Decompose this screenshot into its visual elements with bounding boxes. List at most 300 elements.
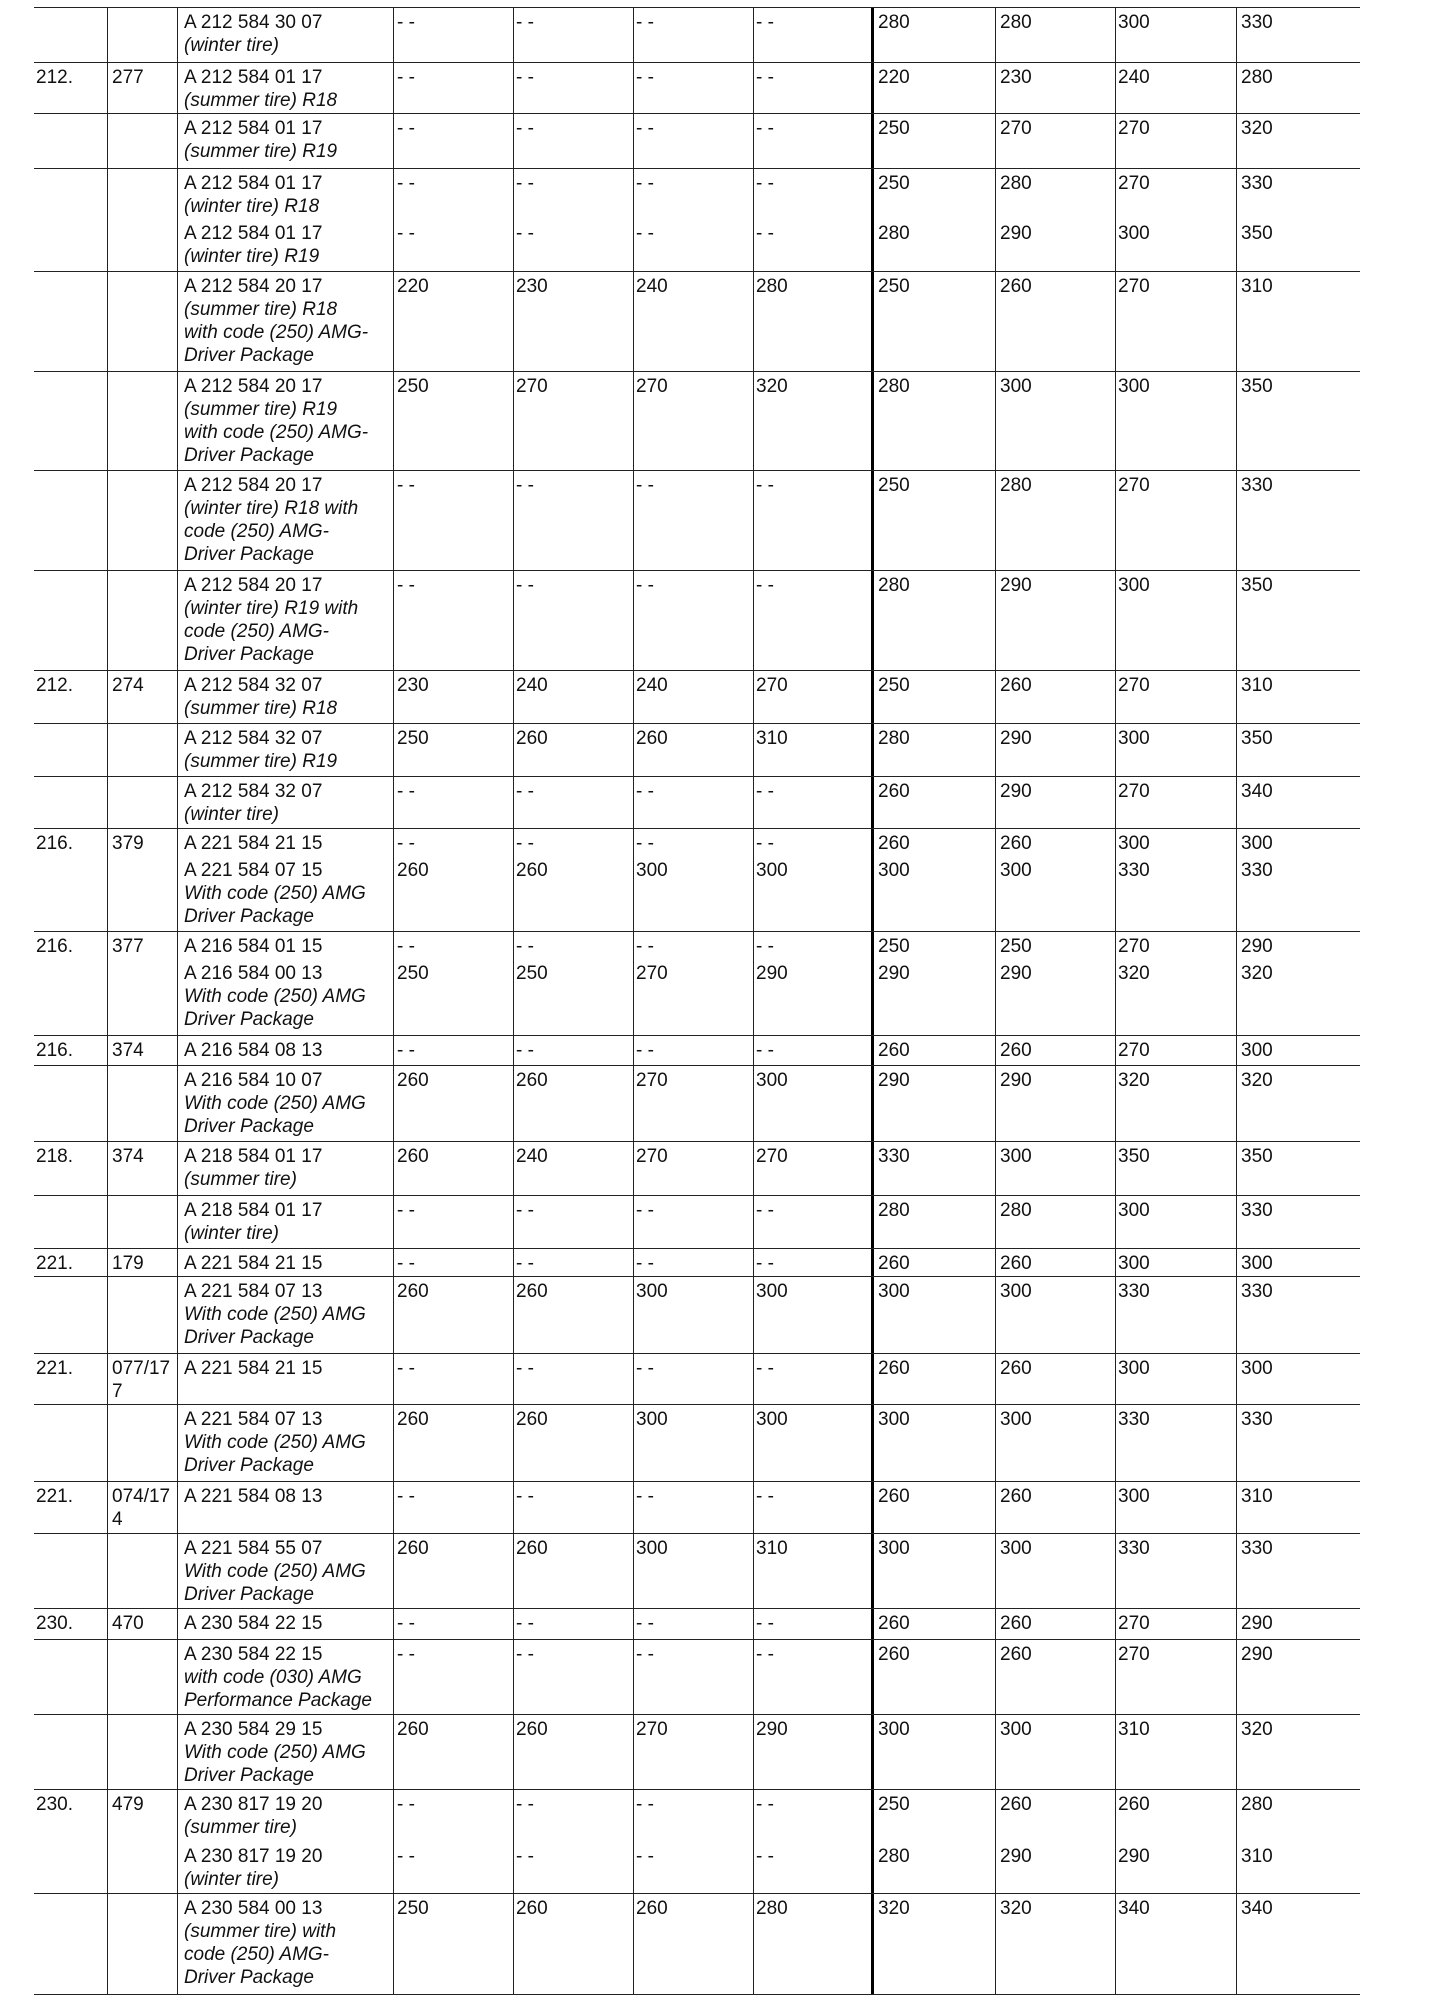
part-number-cell (184, 935, 322, 958)
pressure-value-cell-line: 300 (878, 1281, 910, 1302)
pressure-value-cell-line: 260 (878, 1040, 910, 1061)
pressure-value-cell-line: - - (756, 1644, 774, 1665)
pressure-value-cell-line: 320 (878, 1898, 910, 1919)
series-cell-line: 212. (36, 675, 73, 696)
part-number-cell-line: (summer tire) R18 (184, 299, 338, 320)
pressure-value-cell-line: 280 (1000, 1200, 1032, 1221)
pressure-value-cell-line: - - (397, 173, 415, 194)
model-cell (112, 1612, 144, 1635)
series-cell (36, 1485, 73, 1508)
pressure-value-cell (397, 574, 415, 597)
part-number-cell-line: (winter tire) (184, 804, 280, 825)
pressure-value-cell-line: 270 (1118, 781, 1150, 802)
pressure-value-cell-line: 260 (1000, 1794, 1032, 1815)
pressure-value-cell (1241, 11, 1273, 34)
pressure-value-cell (1118, 1280, 1150, 1303)
pressure-value-cell (516, 1145, 548, 1168)
pressure-value-cell (397, 962, 429, 985)
part-number-cell (184, 172, 322, 218)
pressure-value-cell-line: 300 (1118, 223, 1150, 244)
pressure-value-cell (756, 222, 774, 245)
pressure-value-cell-line: 300 (756, 1409, 788, 1430)
pressure-value-cell-line: - - (516, 1358, 534, 1379)
pressure-value-cell-line: 330 (1241, 1538, 1273, 1559)
part-number-cell (184, 859, 366, 928)
pressure-value-cell-line: 250 (397, 963, 429, 984)
model-cell (112, 1252, 144, 1275)
pressure-value-cell (1241, 962, 1273, 985)
pressure-value-cell (516, 1039, 534, 1062)
pressure-value-cell-line: 280 (878, 1200, 910, 1221)
part-number-cell-line: with code (250) AMG- (184, 422, 369, 443)
column-divider (107, 7, 108, 1994)
pressure-value-cell (1000, 1485, 1032, 1508)
pressure-value-cell (756, 474, 774, 497)
part-number-cell (184, 1643, 372, 1712)
model-cell-line: 274 (112, 675, 144, 696)
part-number-cell (184, 1897, 336, 1989)
model-cell-line: 277 (112, 67, 144, 88)
pressure-value-cell (756, 1357, 774, 1380)
row-divider (34, 271, 1360, 272)
pressure-value-cell-line: 260 (1000, 1358, 1032, 1379)
pressure-value-cell-line: 300 (1000, 1146, 1032, 1167)
pressure-value-cell-line: 320 (1241, 118, 1273, 139)
pressure-value-cell (516, 727, 548, 750)
part-number-cell-line: A 221 584 21 15 (184, 1253, 323, 1274)
pressure-value-cell (756, 1793, 774, 1816)
pressure-value-cell (1241, 375, 1273, 398)
pressure-value-cell (1000, 1252, 1032, 1275)
pressure-value-cell (756, 859, 788, 882)
pressure-value-cell-line: 300 (636, 1409, 668, 1430)
pressure-value-cell-line: - - (756, 173, 774, 194)
pressure-value-cell (516, 1537, 548, 1560)
pressure-value-cell (1118, 832, 1150, 855)
pressure-value-cell-line: - - (636, 118, 654, 139)
pressure-value-cell (1241, 780, 1273, 803)
pressure-value-cell-line: - - (397, 1200, 415, 1221)
pressure-value-cell-line: 340 (1118, 1898, 1150, 1919)
pressure-value-cell-line: 260 (1000, 1253, 1032, 1274)
series-cell-line: 216. (36, 936, 73, 957)
pressure-value-cell-line: - - (756, 1613, 774, 1634)
pressure-value-cell (756, 1845, 774, 1868)
row-divider (34, 1789, 1360, 1790)
pressure-value-cell (1241, 1039, 1273, 1062)
pressure-value-cell-line: - - (516, 223, 534, 244)
pressure-value-cell (878, 962, 910, 985)
pressure-value-cell-line: - - (397, 575, 415, 596)
pressure-value-cell-line: 250 (397, 728, 429, 749)
part-number-cell-line: Driver Package (184, 345, 314, 366)
model-cell-line: 074/17 (112, 1486, 171, 1507)
pressure-value-cell (636, 1280, 668, 1303)
part-number-cell-line: code (250) AMG- (184, 521, 330, 542)
pressure-value-cell-line: - - (397, 1644, 415, 1665)
pressure-value-cell (397, 117, 415, 140)
part-number-cell (184, 275, 368, 367)
pressure-value-cell (1000, 275, 1032, 298)
row-divider (34, 1141, 1360, 1142)
part-number-cell-line: A 212 584 01 17 (184, 118, 323, 139)
part-number-cell-line: With code (250) AMG (184, 1304, 366, 1325)
pressure-value-cell-line: 290 (1241, 1613, 1273, 1634)
model-cell-line: 077/17 (112, 1358, 171, 1379)
pressure-value-cell (1241, 1280, 1273, 1303)
part-number-cell-line: Driver Package (184, 1967, 314, 1988)
model-cell-line: 374 (112, 1040, 144, 1061)
series-cell (36, 1612, 73, 1635)
pressure-value-cell-line: - - (397, 1846, 415, 1867)
part-number-cell (184, 1252, 322, 1275)
row-divider (34, 776, 1360, 777)
pressure-value-cell (756, 1897, 788, 1920)
pressure-value-cell (1118, 275, 1150, 298)
pressure-value-cell (1000, 1537, 1032, 1560)
pressure-value-cell-line: 330 (1241, 1200, 1273, 1221)
pressure-value-cell (397, 11, 415, 34)
part-number-cell-line: With code (250) AMG (184, 986, 366, 1007)
pressure-value-cell (1118, 674, 1150, 697)
pressure-value-cell-line: 270 (1118, 675, 1150, 696)
pressure-value-cell-line: - - (516, 1846, 534, 1867)
pressure-value-cell (636, 727, 668, 750)
pressure-value-cell (756, 574, 774, 597)
pressure-value-cell (636, 1199, 654, 1222)
pressure-value-cell-line: 280 (756, 1898, 788, 1919)
row-divider (34, 168, 1360, 169)
pressure-value-cell-line: 250 (397, 376, 429, 397)
series-cell (36, 674, 73, 697)
pressure-value-cell (878, 1537, 910, 1560)
part-number-cell (184, 117, 337, 163)
pressure-value-cell (516, 1793, 534, 1816)
pressure-value-cell-line: 330 (1118, 860, 1150, 881)
pressure-value-cell (1118, 859, 1150, 882)
part-number-cell-line: (summer tire) R19 (184, 751, 338, 772)
pressure-value-cell-line: - - (756, 1358, 774, 1379)
row-divider (34, 828, 1360, 829)
part-number-cell-line: Driver Package (184, 1116, 314, 1137)
pressure-value-cell (397, 172, 415, 195)
pressure-value-cell-line: 270 (636, 376, 668, 397)
pressure-value-cell-line: 340 (1241, 1898, 1273, 1919)
part-number-cell (184, 1793, 322, 1839)
pressure-value-cell (878, 474, 910, 497)
part-number-cell (184, 1280, 366, 1349)
pressure-value-cell-line: 260 (397, 1538, 429, 1559)
pressure-value-cell (397, 1199, 415, 1222)
pressure-value-cell (1000, 1039, 1032, 1062)
pressure-value-cell-line: 260 (516, 1898, 548, 1919)
pressure-value-cell-line: 300 (756, 1070, 788, 1091)
part-number-cell (184, 1357, 322, 1380)
row-divider (34, 1608, 1360, 1609)
part-number-cell-line: (winter tire) R18 (184, 196, 320, 217)
series-cell-line: 221. (36, 1486, 73, 1507)
pressure-value-cell-line: 250 (878, 675, 910, 696)
pressure-value-cell-line: 260 (516, 1070, 548, 1091)
pressure-value-cell-line: 350 (1241, 376, 1273, 397)
pressure-value-cell-line: 260 (516, 728, 548, 749)
pressure-value-cell (516, 1612, 534, 1635)
pressure-value-cell (878, 1069, 910, 1092)
pressure-value-cell-line: - - (756, 833, 774, 854)
pressure-value-cell (756, 1252, 774, 1275)
part-number-cell-line: With code (250) AMG (184, 1742, 366, 1763)
pressure-value-cell-line: 240 (516, 1146, 548, 1167)
pressure-value-cell-line: - - (397, 1613, 415, 1634)
row-divider (34, 1276, 1360, 1277)
pressure-value-cell (1241, 1537, 1273, 1560)
pressure-value-cell-line: 260 (636, 728, 668, 749)
part-number-cell-line: With code (250) AMG (184, 1561, 366, 1582)
pressure-value-cell-line: 270 (1118, 118, 1150, 139)
pressure-value-cell (636, 1408, 668, 1431)
pressure-value-cell (756, 117, 774, 140)
part-number-cell-line: Driver Package (184, 1584, 314, 1605)
pressure-value-cell-line: - - (636, 223, 654, 244)
pressure-value-cell-line: 270 (1118, 1644, 1150, 1665)
row-divider (34, 723, 1360, 724)
part-number-cell (184, 66, 337, 112)
pressure-value-cell (1241, 1199, 1273, 1222)
part-number-cell-line: With code (250) AMG (184, 1432, 366, 1453)
pressure-value-cell (397, 780, 415, 803)
pressure-value-cell (516, 1357, 534, 1380)
pressure-value-cell (1241, 674, 1273, 697)
pressure-value-cell (636, 832, 654, 855)
pressure-value-cell-line: 290 (1000, 728, 1032, 749)
part-number-cell-line: A 212 584 32 07 (184, 728, 323, 749)
pressure-value-cell (516, 1643, 534, 1666)
part-number-cell-line: A 230 584 22 15 (184, 1613, 323, 1634)
pressure-value-cell (636, 117, 654, 140)
pressure-value-cell (1000, 1199, 1032, 1222)
pressure-value-cell-line: - - (636, 475, 654, 496)
pressure-value-cell (878, 727, 910, 750)
pressure-value-cell (1118, 1485, 1150, 1508)
pressure-value-cell (1241, 832, 1273, 855)
pressure-value-cell-line: 240 (516, 675, 548, 696)
pressure-value-cell (397, 1252, 415, 1275)
pressure-value-cell (636, 1357, 654, 1380)
pressure-value-cell (878, 1357, 910, 1380)
pressure-value-cell-line: - - (516, 118, 534, 139)
pressure-value-cell-line: 300 (1241, 833, 1273, 854)
pressure-value-cell-line: 230 (516, 276, 548, 297)
pressure-value-cell (516, 117, 534, 140)
pressure-value-cell-line: 320 (1118, 963, 1150, 984)
pressure-value-cell (1118, 935, 1150, 958)
pressure-value-cell-line: - - (516, 1644, 534, 1665)
pressure-value-cell (516, 935, 534, 958)
pressure-value-cell-line: 280 (756, 276, 788, 297)
part-number-cell-line: A 212 584 20 17 (184, 575, 323, 596)
pressure-value-cell-line: - - (636, 575, 654, 596)
pressure-value-cell (878, 375, 910, 398)
pressure-value-cell (1118, 1357, 1150, 1380)
pressure-value-cell-line: 270 (636, 1146, 668, 1167)
pressure-value-cell (1000, 780, 1032, 803)
series-cell-line: 218. (36, 1146, 73, 1167)
pressure-value-cell (397, 1280, 429, 1303)
pressure-value-cell-line: - - (636, 1794, 654, 1815)
pressure-value-cell-line: - - (516, 781, 534, 802)
part-number-cell-line: A 230 584 00 13 (184, 1898, 323, 1919)
part-number-cell (184, 832, 322, 855)
pressure-value-cell-line: 280 (1241, 1794, 1273, 1815)
pressure-value-cell-line: - - (756, 1794, 774, 1815)
part-number-cell-line: A 221 584 08 13 (184, 1486, 323, 1507)
pressure-value-cell-line: 280 (1000, 173, 1032, 194)
part-number-cell-line: (winter tire) (184, 1869, 280, 1890)
pressure-value-cell-line: 270 (516, 376, 548, 397)
model-cell (112, 1485, 170, 1531)
pressure-value-cell-line: 290 (1000, 223, 1032, 244)
part-number-cell-line: A 218 584 01 17 (184, 1146, 323, 1167)
pressure-value-cell (1000, 1793, 1032, 1816)
pressure-value-cell (1241, 1612, 1273, 1635)
part-number-cell (184, 222, 322, 268)
pressure-value-cell-line: 310 (1241, 1846, 1273, 1867)
pressure-value-cell (878, 1793, 910, 1816)
row-divider (34, 1195, 1360, 1196)
pressure-value-cell (516, 375, 548, 398)
pressure-value-cell-line: 280 (1000, 475, 1032, 496)
pressure-value-cell (397, 935, 415, 958)
pressure-value-cell-line: 230 (1000, 67, 1032, 88)
model-cell (112, 1793, 144, 1816)
pressure-value-cell-line: - - (516, 1486, 534, 1507)
series-cell-line: 216. (36, 833, 73, 854)
pressure-value-cell (878, 66, 910, 89)
pressure-value-cell-line: 270 (1118, 276, 1150, 297)
pressure-value-cell (1241, 1145, 1273, 1168)
pressure-value-cell-line: - - (756, 118, 774, 139)
part-number-cell-line: (winter tire) R18 with (184, 498, 359, 519)
pressure-value-cell-line: 240 (636, 276, 668, 297)
pressure-value-cell-line: 310 (1241, 1486, 1273, 1507)
pressure-value-cell (636, 1252, 654, 1275)
pressure-value-cell-line: 270 (1118, 173, 1150, 194)
part-number-cell-line: A 230 584 22 15 (184, 1644, 323, 1665)
pressure-value-cell-line: - - (636, 1200, 654, 1221)
pressure-value-cell-line: 260 (1000, 833, 1032, 854)
pressure-value-cell (516, 1718, 548, 1741)
pressure-value-cell-line: - - (756, 936, 774, 957)
pressure-value-cell (636, 222, 654, 245)
series-cell (36, 1793, 73, 1816)
pressure-value-cell (1241, 1485, 1273, 1508)
model-cell-line: 479 (112, 1794, 144, 1815)
pressure-value-cell (878, 1408, 910, 1431)
pressure-value-cell-line: 330 (1118, 1281, 1150, 1302)
pressure-value-cell (516, 1199, 534, 1222)
pressure-value-cell (1000, 11, 1032, 34)
pressure-value-cell-line: 300 (1118, 1358, 1150, 1379)
pressure-value-cell (636, 172, 654, 195)
pressure-value-cell-line: 320 (1241, 1070, 1273, 1091)
pressure-value-cell-line: - - (516, 1040, 534, 1061)
pressure-value-cell-line: 290 (756, 963, 788, 984)
pressure-value-cell-line: - - (636, 173, 654, 194)
pressure-value-cell (756, 935, 774, 958)
pressure-value-cell (878, 1280, 910, 1303)
pressure-value-cell (878, 859, 910, 882)
pressure-value-cell (1118, 117, 1150, 140)
series-cell (36, 935, 73, 958)
pressure-value-cell (1000, 1612, 1032, 1635)
pressure-value-cell-line: - - (636, 833, 654, 854)
pressure-value-cell (756, 1145, 788, 1168)
pressure-value-cell-line: 260 (1118, 1794, 1150, 1815)
pressure-value-cell (516, 222, 534, 245)
row-divider (34, 570, 1360, 571)
pressure-value-cell (516, 1845, 534, 1868)
pressure-value-cell-line: - - (756, 1200, 774, 1221)
part-number-cell (184, 962, 366, 1031)
pressure-value-cell (756, 962, 788, 985)
pressure-value-cell-line: 260 (397, 1070, 429, 1091)
part-number-cell-line: A 212 584 32 07 (184, 781, 323, 802)
pressure-value-cell-line: 250 (516, 963, 548, 984)
pressure-value-cell-line: 260 (516, 860, 548, 881)
pressure-value-cell (878, 222, 910, 245)
pressure-value-cell (1000, 1897, 1032, 1920)
pressure-value-cell (756, 1039, 774, 1062)
pressure-value-cell (636, 962, 668, 985)
pressure-value-cell-line: - - (516, 1794, 534, 1815)
pressure-value-cell-line: 290 (1241, 1644, 1273, 1665)
part-number-cell (184, 1199, 322, 1245)
pressure-value-cell-line: - - (756, 12, 774, 33)
pressure-value-cell (1118, 1612, 1150, 1635)
row-divider (34, 1481, 1360, 1482)
pressure-value-cell-line: 260 (878, 833, 910, 854)
pressure-value-cell-line: 300 (878, 1538, 910, 1559)
pressure-value-cell (636, 66, 654, 89)
pressure-value-cell (1241, 1252, 1273, 1275)
row-divider (34, 113, 1360, 114)
pressure-value-cell (636, 1612, 654, 1635)
part-number-cell-line: A 221 584 55 07 (184, 1538, 323, 1559)
pressure-value-cell-line: 290 (1000, 1070, 1032, 1091)
part-number-cell (184, 574, 358, 666)
pressure-value-cell-line: 260 (878, 1486, 910, 1507)
pressure-value-cell-line: - - (397, 12, 415, 33)
pressure-value-cell (756, 1537, 788, 1560)
pressure-value-cell (1118, 172, 1150, 195)
pressure-value-cell (756, 1485, 774, 1508)
pressure-value-cell-line: 290 (878, 1070, 910, 1091)
pressure-value-cell-line: 270 (636, 1070, 668, 1091)
pressure-value-cell (397, 859, 429, 882)
part-number-cell-line: A 230 817 19 20 (184, 1846, 323, 1867)
pressure-value-cell (756, 1408, 788, 1431)
series-cell (36, 1145, 73, 1168)
pressure-value-cell-line: - - (636, 1613, 654, 1634)
pressure-value-cell (636, 859, 668, 882)
part-number-cell-line: A 221 584 21 15 (184, 833, 323, 854)
row-divider (34, 931, 1360, 932)
pressure-value-cell-line: 300 (1118, 1486, 1150, 1507)
pressure-value-cell (636, 1039, 654, 1062)
pressure-value-cell (1241, 172, 1273, 195)
pressure-value-cell (516, 1280, 548, 1303)
pressure-value-cell (1000, 1718, 1032, 1741)
